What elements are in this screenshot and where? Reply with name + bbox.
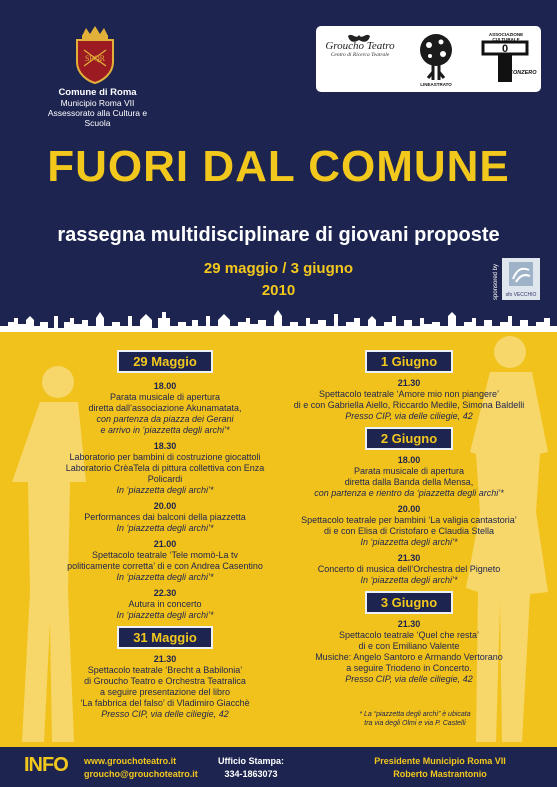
tree-logo-icon <box>416 32 456 86</box>
poster-title: FUORI DAL COMUNE <box>47 142 510 191</box>
event-dates: 29 maggio / 3 giugno <box>203 260 354 277</box>
groucho-sub: Centro di Ricerca Teatrale <box>330 52 390 58</box>
event-year: 2010 <box>261 282 296 299</box>
event-text: Spettacolo teatrale per bambini ‘La valigia cantastoria’ di e con Elisa di Cristofaro e Claudia Stella <box>301 515 517 536</box>
event-text: Spettacolo teatrale ‘Amore mio non piangere’ di e con Gabriella Aiello, Riccardo Medile, Simona Baldelli <box>293 389 525 410</box>
event-time: 18.00 <box>397 455 421 465</box>
event-time: 20.00 <box>153 501 177 511</box>
event-time: 21.30 <box>397 553 421 563</box>
crest-text: SPQR <box>84 54 106 63</box>
press-office <box>218 755 284 781</box>
conzero-label: CONZERO <box>509 70 537 76</box>
sponsor-emblem-icon <box>508 261 534 287</box>
event-time: 21.30 <box>397 378 421 388</box>
event-place: In ‘piazzetta degli archi’* <box>360 575 458 585</box>
skyline-illustration <box>0 304 557 334</box>
event-time: 20.00 <box>397 504 421 514</box>
event-place: Presso CIP, via delle ciliegie, 42 <box>345 674 473 684</box>
conzero-number: 0 <box>501 43 509 55</box>
program-left-column <box>50 345 280 720</box>
event-text: Performances dai balconi della piazzetta <box>84 512 246 522</box>
event-place: con partenza e rientro da ‘piazzetta degli archi’* <box>314 488 504 498</box>
date-box-1-giugno: 1 Giugno <box>365 350 453 373</box>
assoc-label: ASSOCIAZIONE CULTURALE <box>488 32 524 42</box>
event-time: 18.00 <box>153 381 177 391</box>
groucho-logo <box>324 40 396 58</box>
event-text: Spettacolo teatrale ‘Quel che resta’ di e con Emiliano Valente Musiche: Angelo Santoro e Armando Vertorano a seguire Triodeno in Concerto. <box>315 630 503 673</box>
contact-block <box>84 755 198 781</box>
email-link[interactable]: groucho@grouchoteatro.it <box>84 769 198 779</box>
event-text: Autura in concerto <box>128 599 202 609</box>
event-text: Spettacolo teatrale ‘Tele momò-La tv politicamente corretta’ di e con Andrea Casentino <box>67 550 263 571</box>
date-box-31-maggio: 31 Maggio <box>117 626 213 649</box>
assessorato-label: Assessorato alla Cultura e Scuola <box>47 108 148 128</box>
event-time: 21.30 <box>397 619 421 629</box>
event-place: In ‘piazzetta degli archi’* <box>360 537 458 547</box>
president-name: Roberto Mastrantonio <box>393 769 487 779</box>
event-place: In ‘piazzetta degli archi’* <box>116 572 214 582</box>
municipio-label: Municipio Roma VII <box>60 98 135 108</box>
president-title: Presidente Municipio Roma VII <box>374 756 506 766</box>
event-time: 21.00 <box>153 539 177 549</box>
event-place: Presso CIP, via delle ciliegie, 42 <box>101 709 229 719</box>
tree-logo-label: LINEASTRATO <box>420 82 452 87</box>
location-note: * La “piazzetta degli archi” è ubicata tra via degli Olmi e via P. Castelli <box>359 711 471 727</box>
event-place: In ‘piazzetta degli archi’* <box>116 485 214 495</box>
event-place: Presso CIP, via delle ciliegie, 42 <box>345 411 473 421</box>
program-right-column <box>284 345 534 685</box>
event-text: Laboratorio per bambini di costruzione giocattoli Laboratorio CrèaTela di pittura collettiva con Enza Policardi <box>65 452 265 484</box>
event-place: In ‘piazzetta degli archi’* <box>116 523 214 533</box>
date-box-3-giugno: 3 Giugno <box>365 591 453 614</box>
event-time: 22.30 <box>153 588 177 598</box>
partner-logos <box>316 26 541 92</box>
date-box-29-maggio: 29 Maggio <box>117 350 213 373</box>
event-text: Parata musicale di apertura diretta dalla Banda della Mensa, <box>344 466 474 487</box>
event-text: Spettacolo teatrale ‘Brecht a Babilonia’ di Groucho Teatro e Orchestra Teatralica a seguire presentazione del libro ‘La fabbrica del falso’ di Vladimiro Giacchè <box>80 665 250 708</box>
conzero-t-icon <box>481 40 531 84</box>
event-place: con partenza da piazza dei Gerani e arrivo in ‘piazzetta degli archi’* <box>96 414 234 435</box>
poster-subtitle: rassegna multidisciplinare di giovani proposte <box>57 224 500 246</box>
event-text: Concerto di musica dell’Orchestra del Pigneto <box>317 564 501 574</box>
sponsor-label: sponsored by <box>493 263 499 300</box>
comune-title: Comune di Roma <box>58 87 137 98</box>
website-link[interactable]: www.grouchoteatro.it <box>84 756 177 766</box>
comune-block <box>35 88 160 128</box>
groucho-name: Groucho Teatro <box>325 40 395 52</box>
press-office-phone: 334-1863073 <box>224 769 278 779</box>
press-office-label: Ufficio Stampa: <box>218 756 285 766</box>
president-block <box>345 755 535 781</box>
sponsor-logo <box>502 258 540 300</box>
roma-crest-icon <box>72 26 118 84</box>
sponsor-name: sfo VECCHIO <box>505 292 537 298</box>
event-time: 21.30 <box>153 654 177 664</box>
event-text: Parata musicale di apertura diretta dall’associazione Akunamatata, <box>88 392 242 413</box>
info-label: INFO <box>24 754 68 776</box>
event-time: 18.30 <box>153 441 177 451</box>
event-place: In ‘piazzetta degli archi’* <box>116 610 214 620</box>
date-box-2-giugno: 2 Giugno <box>365 427 453 450</box>
